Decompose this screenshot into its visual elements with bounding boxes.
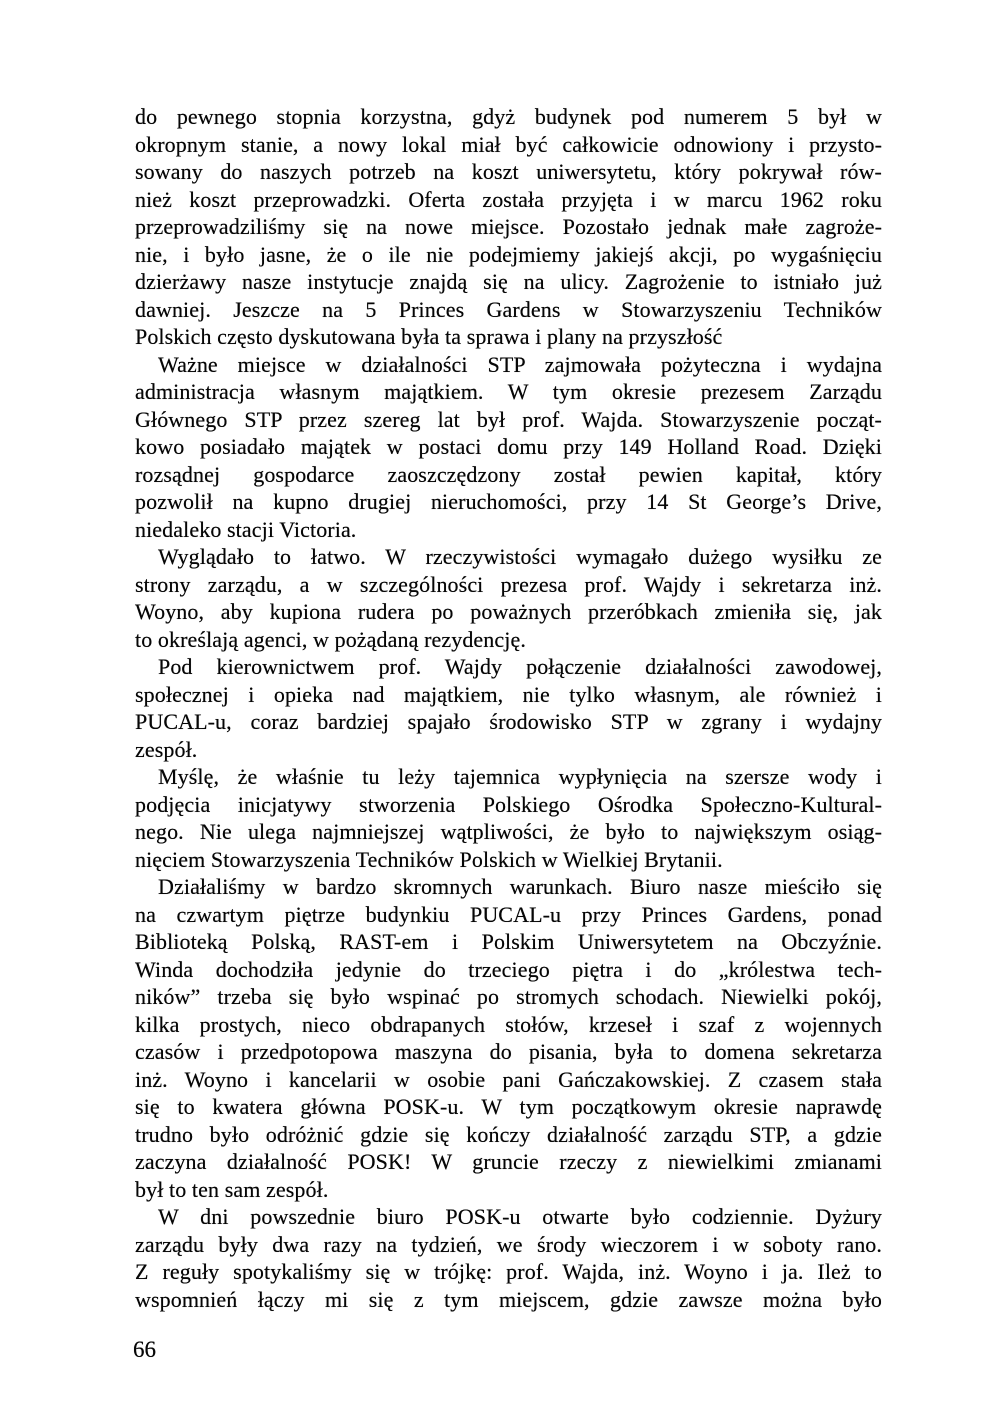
text-line: przeprowadziliśmy się na nowe miejsce. Pozostało jednak małe zagroże- [135,214,882,239]
text-line: był to ten sam zespół. [135,1176,329,1202]
text-line: ników” trzeba się było wspinać po stromych schodach. Niewielki pokój, [135,984,882,1009]
page-text [135,103,882,1313]
text-line: zaczyna działalność POSK! W gruncie rzeczy z niewielkimi zmianami [135,1149,882,1174]
text-line: kilka prostych, nieco obdrapanych stołów, krzeseł i szaf z wojennych [135,1011,882,1037]
text-line: społecznej i opieka nad majątkiem, nie tylko własnym, ale również i [135,681,882,707]
text-line: strony zarządu, a w szczególności prezesa prof. Wajdy i sekretarza inż. [135,571,882,597]
text-line: Polskich często dyskutowana była ta sprawa i plany na przyszłość [135,324,723,349]
text-line: W dni powszednie biuro POSK-u otwarte było codziennie. Dyżury [158,1204,882,1229]
text-line: niedaleko stacji Victoria. [135,516,357,542]
text-line: sowany do naszych potrzeb na koszt uniwersytetu, który pokrywał rów- [135,159,882,184]
text-line: pozwolił na kupno drugiej nieruchomości, przy 14 St George’s Drive, [135,489,882,514]
text-line: PUCAL-u, coraz bardziej spajało środowisko STP w zgrany i wydajny [135,709,882,734]
text-line: Wyglądało to łatwo. W rzeczywistości wymagało dużego wysiłku ze [158,544,882,569]
text-line: dawniej. Jeszcze na 5 Princes Gardens w Stowarzyszeniu Techników [135,296,882,322]
text-line: kowo posiadało majątek w postaci domu przy 149 Holland Road. Dzięki [135,434,882,459]
text-line: się to kwatera główna POSK-u. W tym początkowym okresie naprawdę [135,1094,882,1119]
text-line: Winda dochodziła jedynie do trzeciego piętra i do „królestwa tech- [135,956,882,982]
text-line: Myślę, że właśnie tu leży tajemnica wypłynięcia na szersze wody i [158,764,882,789]
text-line: Biblioteką Polską, RAST-em i Polskim Uniwersytetem na Obczyźnie. [135,929,882,954]
text-line: rozsądnej gospodarce zaoszczędzony został pewien kapitał, który [135,461,882,487]
text-line: Woyno, aby kupiona rudera po poważnych przeróbkach zmieniła się, jak [135,599,882,624]
page-number: 66 [133,1337,156,1362]
text-line: Pod kierownictwem prof. Wajdy połączenie działalności zawodowej, [158,654,882,679]
text-line: podjęcia inicjatywy stworzenia Polskiego Ośrodka Społeczno-Kultural- [135,791,882,817]
text-line: do pewnego stopnia korzystna, gdyż budynek pod numerem 5 był w [135,104,882,129]
text-line: nięciem Stowarzyszenia Techników Polskich w Wielkiej Brytanii. [135,846,723,872]
text-line: Ważne miejsce w działalności STP zajmowała pożyteczna i wydajna [158,351,882,377]
text-line: okropnym stanie, a nowy lokal miał być całkowicie odnowiony i przysto- [135,131,882,157]
text-line: administracja własnym majątkiem. W tym okresie prezesem Zarządu [135,379,882,404]
text-line: nego. Nie ulega najmniejszej wątpliwości, że było to największym osiąg- [135,819,882,844]
text-line: wspomnień łączy mi się z tym miejscem, gdzie zawsze można było [135,1286,882,1312]
text-line: dzierżawy nasze instytucje znajdą się na ulicy. Zagrożenie to istniało już [135,269,882,294]
text-line: Głównego STP przez szereg lat był prof. Wajda. Stowarzyszenie począt- [135,406,882,432]
text-line: inż. Woyno i kancelarii w osobie pani Gańczakowskiej. Z czasem stała [135,1066,882,1092]
text-line: trudno było odróżnić gdzie się kończy działalność zarządu STP, a gdzie [135,1121,882,1147]
text-line: zespół. [135,736,198,762]
text-line: na czwartym piętrze budynkiu PUCAL-u przy Princes Gardens, ponad [135,901,882,927]
text-line: czasów i przedpotopowa maszyna do pisania, była to domena sekretarza [135,1039,882,1064]
text-line: nież koszt przeprowadzki. Oferta została przyjęta i w marcu 1962 roku [135,186,882,212]
text-line: Z reguły spotykaliśmy się w trójkę: prof. Wajda, inż. Woyno i ja. Ileż to [135,1259,882,1284]
text-line: to określają agenci, w pożądaną rezydencję. [135,626,526,652]
text-line: nie, i było jasne, że o ile nie podejmiemy jakiejś akcji, po wygaśnięciu [135,241,882,267]
text-line: zarządu były dwa razy na tydzień, we środy wieczorem i w soboty rano. [135,1231,882,1257]
text-line: Działaliśmy w bardzo skromnych warunkach. Biuro nasze mieściło się [158,874,882,899]
